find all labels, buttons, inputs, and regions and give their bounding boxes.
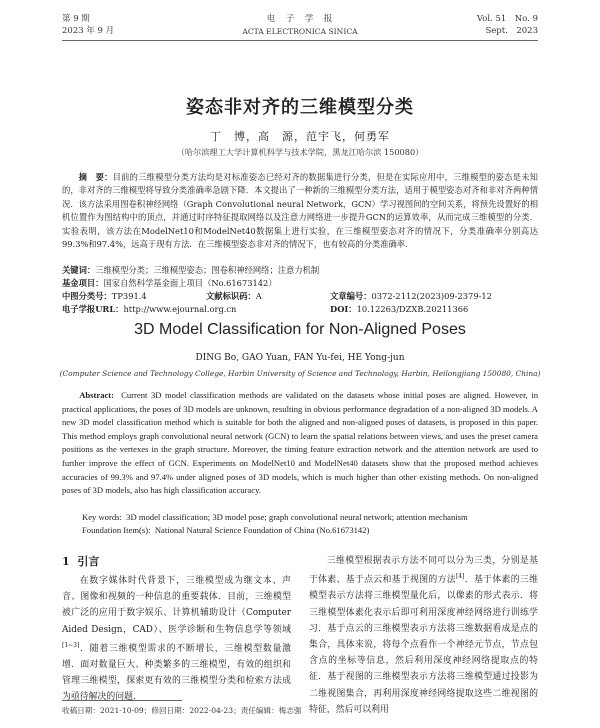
section-number: 1 <box>62 555 70 568</box>
clc-number <box>62 290 147 303</box>
section-title: 引言 <box>77 555 100 568</box>
keywords-cn <box>62 264 538 277</box>
intro-left-text-2: ．随着三维模型需求的不断增长，三维模型数量激增．面对数量巨大、种类繁多的三维模型，有效的组织和管理三维模型，探索更有效的三维模型分类和检索方法成为亟待解决的问题． <box>62 643 291 703</box>
abstract-en-label: Abstract: <box>79 390 115 400</box>
intro-right-ref: [4] <box>456 573 465 581</box>
journal-url <box>62 303 236 316</box>
header-date-en: Sept. 2023 <box>485 26 538 36</box>
abstract-en-text: Current 3D model classification methods are validated on the datasets whose initial poses are aligned. However, in practical applications, the poses of 3D models are unknown, resulting in obvious performance degradation of a non-aligned 3D models. A new 3D model classification method which is suitable for both the aligned and non-aligned poses of datasets, is proposed in this paper. This method employs graph convolutional neural network (GCN) to learn the spatial relations between views, and uses the preset camera positions as the vertexes in the graph structure. Moreover, the timing feature extraction network and the attention network are used to further improve the effect of GCN. Experiments on ModelNet10 and ModelNet40 datasets show that the proposed method achieves accuracies of 99.3% and 97.4% under aligned poses of 3D models, which is much higher than other existing methods. On non-aligned poses of 3D models, also has high classification accuracy. <box>62 390 538 496</box>
paper-title-cn: 姿态非对齐的三维模型分类 <box>186 97 414 118</box>
abstract-cn-text: 目前的三维模型分类方法均是对标准姿态已经对齐的数据集进行分类，但是在实际应用中，三维模型的姿态是未知的，非对齐的三维模型将导致分类准确率急剧下降．本文提出了一种新的三维模型分类方法，适用于模型姿态对齐和非对齐两种情况．该方法采用图卷积神经网络（Graph Convolutional neural Network，GCN）学习视图间的空间关系，将预先设置好的相机位置作为图结构中的顶点，并通过时序特征提取网络以及注意力网络进一步提升GCN的运算效率，从而完成三维模型的分类．实验表明，该方法在ModelNet10和ModelNet40数据集上进行实验，在三维模型姿态对齐的情况下，分类准确率分别高达99.3%和97.4%，远高于现有方法．在三维模型姿态非对齐的情况下，也有较高的分类准确率． <box>62 172 538 250</box>
doi <box>330 303 468 316</box>
article-number <box>330 290 492 303</box>
header-date-cn: 2023 年 9 月 <box>62 26 115 36</box>
fund-en-label: Foundation Item(s): <box>82 525 151 535</box>
section-heading <box>62 553 99 569</box>
fund-en-text: National Natural Science Foundation of China (No.61673142) <box>154 525 370 535</box>
header-journal-cn: 电 子 学 报 <box>266 14 334 24</box>
paper-title-en: 3D Model Classification for Non-Aligned Poses <box>134 321 466 338</box>
abstract-cn-label: 摘 要： <box>78 172 113 182</box>
authors-cn: 丁 博，高 源，范宇飞，何勇军 <box>210 130 390 143</box>
intro-left-ref: [1~3] <box>62 641 80 649</box>
keywords-cn-label: 关键词： <box>62 265 96 275</box>
intro-right-text: 三维模型根据表示方法不同可以分为三类，分别是基于体素、基于点云和基于视图的方法 <box>309 556 538 586</box>
doc-code <box>206 290 262 303</box>
header-issue-cn: 第 9 期 <box>62 14 90 24</box>
clc-label: 中图分类号： <box>62 291 112 301</box>
url-label: 电子学报URL： <box>62 304 124 314</box>
fund-cn-label: 基金项目： <box>62 278 104 288</box>
article-label: 文章编号： <box>330 291 372 301</box>
doc-value: A <box>255 291 262 301</box>
intro-column-right <box>309 553 538 718</box>
fund-cn-text: 国家自然科学基金面上项目（No.61673142） <box>103 278 277 288</box>
header-volume: Vol. 51 No. 9 <box>476 14 538 24</box>
article-value: 0372-2112(2023)09-2379-12 <box>371 291 492 301</box>
fund-en <box>82 524 538 538</box>
doi-value[interactable]: 10.12263/DZXB.20211366 <box>356 304 469 314</box>
intro-left-text: 在数字媒体时代背景下，三维模型成为继文本、声音、图像和视频的一种信息的重要载体．目前，三维模型被广泛的应用于数字娱乐、计算机辅助设计（Computer Aided Design，CAD）、医学诊断和生物信息学等领域 <box>62 576 291 635</box>
keywords-cn-text: 三维模型分类；三维模型姿态；图卷积神经网络；注意力机制 <box>95 265 320 275</box>
doc-label: 文献标识码： <box>206 291 256 301</box>
header-journal-en: ACTA ELECTRONICA SINICA <box>242 27 358 36</box>
clc-value: TP391.4 <box>111 291 147 301</box>
intro-column-left <box>62 573 291 706</box>
received-date-footnote: 收稿日期：2021-10-09；修回日期：2022-04-23；责任编辑：梅志强 <box>62 706 302 715</box>
authors-en: DING Bo, GAO Yuan, FAN Yu-fei, HE Yong-jun <box>195 353 405 363</box>
url-value[interactable]: http://www.ejournal.org.cn <box>123 304 237 314</box>
affiliation-en: (Computer Science and Technology College, Harbin University of Science and Technology, Harbin, Heilongjiang 150080, China) <box>59 369 541 378</box>
header-rule <box>62 40 538 41</box>
doi-label: DOI： <box>330 304 357 314</box>
intro-right-text-2: ．基于体素的三维模型表示方法将三维模型量化后，以像素的形式表示．将三维模型体素化表示后即可利用深度神经网络进行训练学习．基于点云的三维模型表示方法将三维数据看成是点的集合，具体来说，将每个点看作一个神经元节点，节点包含点的坐标等信息，然后利用深度神经网络提取点的特征．基于视图的三维模型表示方法将三维模型通过投影为二维视图集合，再利用深度神经网络提取这些二维视图的特征，然后可以利用 <box>309 575 538 715</box>
abstract-en <box>62 389 538 498</box>
keywords-en <box>82 511 538 525</box>
footnote-rule <box>62 700 182 701</box>
fund-cn <box>62 277 538 290</box>
affiliation-cn: （哈尔滨理工大学计算机科学与技术学院，黑龙江哈尔滨 150080） <box>176 147 424 157</box>
keywords-en-text: 3D model classification; 3D model pose; graph convolutional neural network; attention mechanism <box>126 512 468 522</box>
abstract-cn <box>62 171 538 251</box>
keywords-en-label: Key words: <box>82 512 122 522</box>
